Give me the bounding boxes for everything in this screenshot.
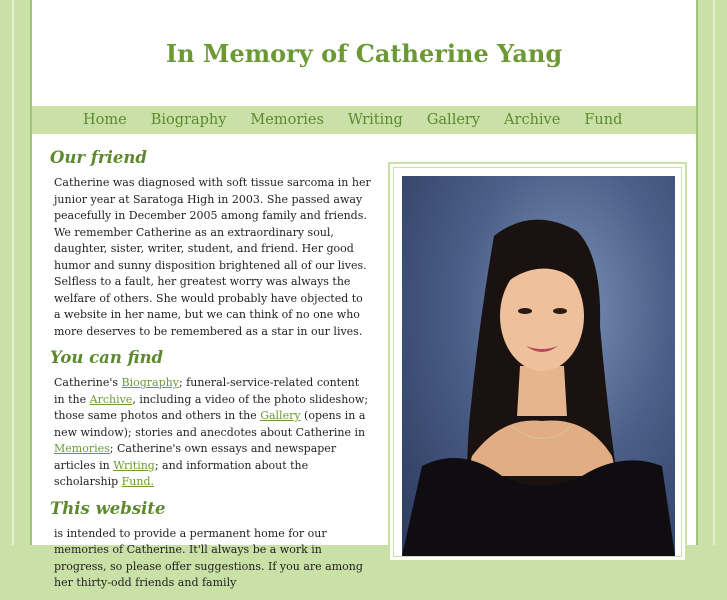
heading-this-website: This website — [50, 498, 166, 518]
site-header — [32, 0, 696, 106]
nav-item-memories[interactable]: Memories — [250, 112, 324, 128]
right-frame-border — [696, 0, 727, 545]
text-fragment: ; funeral-service-related content in the — [54, 376, 360, 406]
site-title: In Memory of Catherine Yang — [165, 38, 563, 68]
left-frame-border — [0, 0, 32, 545]
nav-item-fund[interactable]: Fund — [584, 112, 623, 128]
link-fund[interactable]: Fund. — [121, 475, 154, 488]
you-can-find-paragraph — [50, 375, 372, 491]
text-fragment: ; Catherine's own essays and newspaper articles in — [54, 442, 337, 472]
this-website-paragraph: is intended to provide a permanent home for our memories of Catherine. It'll always be a work in progress, so please offer suggestions. If you are among her thirty-odd friends and family — [54, 526, 363, 589]
nav-item-home[interactable]: Home — [83, 112, 127, 128]
text-fragment: (opens in a new window); stories and anecdotes about Catherine in — [54, 409, 366, 439]
link-memories[interactable]: Memories — [54, 442, 110, 455]
nav-item-gallery[interactable]: Gallery — [426, 112, 481, 128]
link-biography[interactable]: Biography — [121, 376, 179, 389]
photo-frame — [388, 162, 687, 562]
text-fragment: ; and information about the scholarship — [54, 458, 309, 488]
nav-item-archive[interactable]: Archive — [504, 112, 561, 128]
link-writing[interactable]: Writing — [113, 458, 155, 472]
portrait-illustration — [402, 176, 675, 556]
text-fragment: Catherine's — [54, 376, 122, 389]
portrait-photo — [402, 176, 675, 556]
photo-frame-inner — [393, 167, 682, 557]
nav-item-biography[interactable]: Biography — [150, 112, 227, 128]
our-friend-paragraph: Catherine was diagnosed with soft tissue sarcoma in her junior year at Saratoga High in 2003. She passed away peacefully in December 2005 among family and friends. We remember Catherine as an extraordinary soul, daughter, sister, writer, student, and friend. Her good humor and sunny disposition brightened all of our lives. Selfless to a fault, her greatest worry was always the welfare of others. She would probably have objected to a website in her name, but we can think of no one who more deserves to be remembered as a star in our lives. — [54, 176, 371, 338]
link-archive[interactable]: Archive — [89, 392, 133, 406]
page-container — [32, 0, 696, 589]
main-content — [32, 134, 696, 589]
heading-you-can-find: You can find — [50, 348, 164, 367]
nav-item-writing[interactable]: Writing — [347, 112, 403, 128]
heading-our-friend: Our friend — [50, 148, 147, 167]
text-fragment: , including a video of the photo slideshow; those same photos and others in the — [54, 392, 369, 422]
link-gallery[interactable]: Gallery — [260, 409, 301, 422]
text-column — [50, 148, 372, 600]
main-navigation — [32, 106, 696, 134]
